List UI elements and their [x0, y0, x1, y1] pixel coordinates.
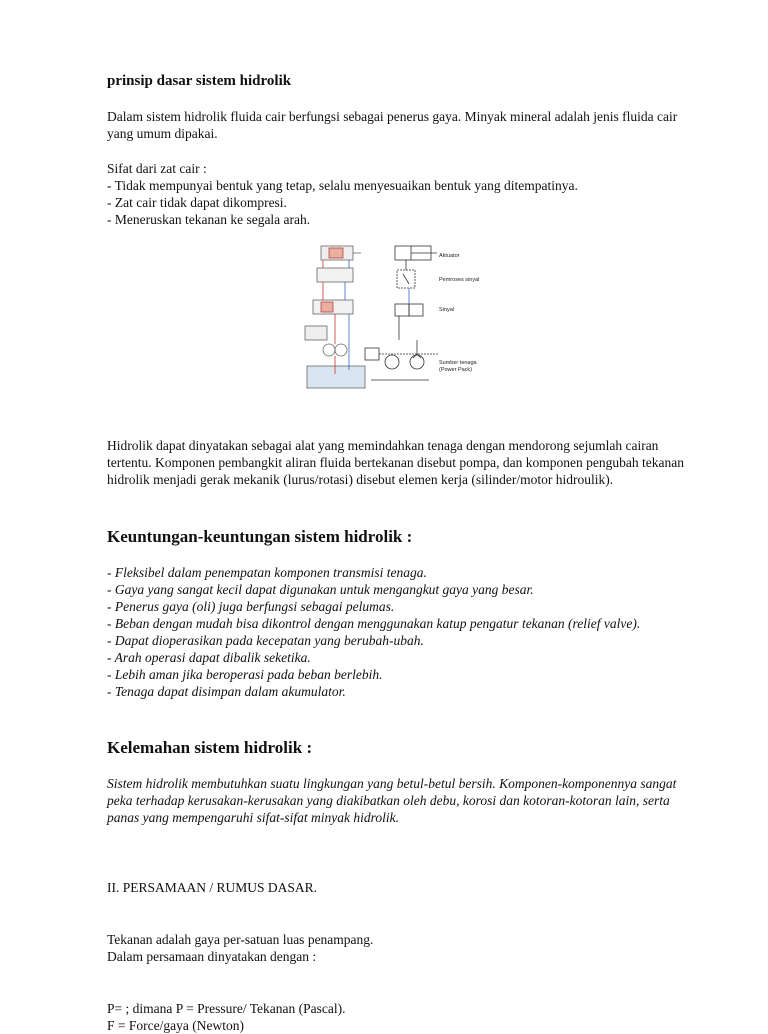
kelemahan-heading: Kelemahan sistem hidrolik : — [107, 738, 313, 757]
hydraulic-circuit-diagram — [299, 240, 499, 392]
formula-line: P= ; dimana P = Pressure/ Tekanan (Pascal). — [107, 1001, 346, 1016]
kelemahan-paragraph: Sistem hidrolik membutuhkan suatu lingkungan yang betul-betul bersih. Komponen-komponennya sangat peka terhadap kerusakan-kerusakan yang diakibatkan oleh debu, korosi dan kotoran-kotoran lain, serta panas yang mempengaruhi sifat-sifat minyak hidrolik. — [107, 776, 677, 825]
figure-label-sumber: Sumber tenaga — [439, 360, 477, 366]
section2-line: Dalam persamaan dinyatakan dengan : — [107, 949, 317, 964]
section2-line: Tekanan adalah gaya per-satuan luas penampang. — [107, 932, 374, 947]
section2-text — [107, 931, 692, 965]
definition-paragraph: Hidrolik dapat dinyatakan sebagai alat yang memindahkan tenaga dengan mendorong sejumlah cairan tertentu. Komponen pembangkit aliran fluida bertekanan disebut pompa, dan komponen pengubah tekanan hidrolik menjadi gerak mekanik (lurus/rotasi) disebut elemen kerja (silinder/motor hidroulik). — [107, 438, 684, 487]
figure-label-aktuator: Aktuator — [439, 253, 460, 259]
keuntungan-item: - Arah operasi dapat dibalik seketika. — [107, 650, 311, 665]
sifat-section — [107, 160, 692, 228]
figure-label-sinyal: Sinyal — [439, 307, 454, 313]
sifat-item: - Meneruskan tekanan ke segala arah. — [107, 212, 311, 227]
sifat-item: - Zat cair tidak dapat dikompresi. — [107, 195, 287, 210]
pictorial-circuit — [305, 246, 365, 388]
page-title: prinsip dasar sistem hidrolik — [107, 73, 292, 89]
keuntungan-heading: Keuntungan-keuntungan sistem hidrolik : — [107, 527, 413, 546]
keuntungan-item: - Dapat dioperasikan pada kecepatan yang berubah-ubah. — [107, 633, 424, 648]
keuntungan-item: - Beban dengan mudah bisa dikontrol dengan menggunakan katup pengatur tekanan (relief valve). — [107, 616, 641, 631]
schematic-circuit — [365, 246, 439, 380]
sifat-item: - Tidak mempunyai bentuk yang tetap, selalu menyesuaikan bentuk yang ditempatinya. — [107, 178, 578, 193]
keuntungan-item: - Gaya yang sangat kecil dapat digunakan untuk mengangkut gaya yang besar. — [107, 582, 534, 597]
section2-heading: II. PERSAMAAN / RUMUS DASAR. — [107, 880, 318, 895]
keuntungan-item: - Tenaga dapat disimpan dalam akumulator. — [107, 684, 346, 699]
keuntungan-list — [107, 564, 692, 700]
formula-line-2: F = Force/gaya (Newton) — [107, 1018, 244, 1033]
figure-label-powerpack: (Power Pack) — [439, 367, 473, 373]
figure-label-pemroses: Pemroses sinyal — [439, 277, 480, 283]
keuntungan-item: - Penerus gaya (oli) juga berfungsi sebagai pelumas. — [107, 599, 395, 614]
keuntungan-item: - Lebih aman jika beroperasi pada beban berlebih. — [107, 667, 383, 682]
sifat-heading: Sifat dari zat cair : — [107, 161, 207, 176]
intro-paragraph: Dalam sistem hidrolik fluida cair berfungsi sebagai penerus gaya. Minyak mineral adalah jenis fluida cair yang umum dipakai. — [107, 109, 678, 141]
keuntungan-item: - Fleksibel dalam penempatan komponen transmisi tenaga. — [107, 565, 427, 580]
